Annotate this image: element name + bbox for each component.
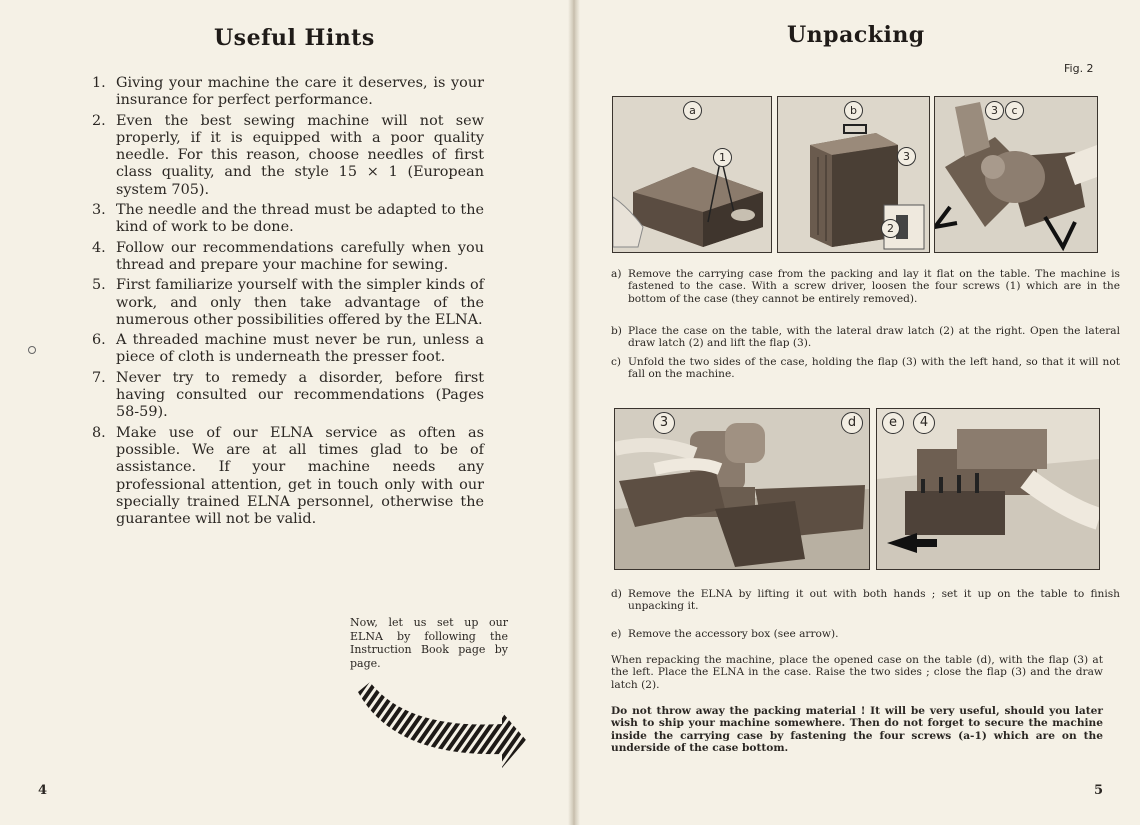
label-3: 3 xyxy=(985,101,1004,120)
figure-c-unfolding-case xyxy=(934,96,1098,253)
unpacking-title: Unpacking xyxy=(787,22,925,48)
figure-label: Fig. 2 xyxy=(1064,62,1094,75)
lifting-machine-illustration xyxy=(615,409,869,569)
hint-item: 7. Never try to remedy a disorder, before first having consulted our recommendations (Pages 58-59). xyxy=(92,369,484,421)
useful-hints-title: Useful Hints xyxy=(214,25,375,51)
step-c-text: c) Unfold the two sides of the case, holding the flap (3) with the left hand, so that it will not fall on the machine. xyxy=(611,356,1120,381)
figure-a-carrying-case xyxy=(612,96,772,253)
punch-hole-mark xyxy=(28,346,36,354)
label-3: 3 xyxy=(897,147,916,166)
hint-item: 8. Make use of our ELNA service as often as possible. We are at all times glad to be of assistance. If your machine needs any professional attention, get in touch only with our specially trained ELNA personnel, otherwise the guarantee will not be valid. xyxy=(92,424,484,528)
page-number-right: 5 xyxy=(1094,783,1104,798)
hint-item: 1. Giving your machine the care it deserves, is your insurance for perfect performance. xyxy=(92,75,484,109)
step-b-text: b) Place the case on the table, with the lateral draw latch (2) at the right. Open the lateral draw latch (2) and lift the flap (3). xyxy=(611,325,1120,350)
label-d: d xyxy=(841,412,863,434)
hint-item: 4. Follow our recommendations carefully when you thread and prepare your machine for sewing. xyxy=(92,239,484,273)
label-4: 4 xyxy=(913,412,935,434)
figure-d-lifting-machine xyxy=(614,408,870,570)
setup-note: Now, let us set up our ELNA by following the Instruction Book page by page. xyxy=(350,616,508,670)
page-number-left: 4 xyxy=(38,783,48,798)
case-unfolding-illustration xyxy=(935,97,1097,252)
book-gutter xyxy=(568,0,580,825)
hint-item: 5. First familiarize yourself with the simpler kinds of work, and only then take advantage of the numerous other possibilities offered by the ELNA. xyxy=(92,277,484,328)
case-flat-illustration xyxy=(613,97,771,252)
hint-item: 6. A threaded machine must never be run, unless a piece of cloth is underneath the presser foot. xyxy=(92,332,484,366)
packing-warning-text: Do not throw away the packing material ! It will be very useful, should you later wish to ship your machine somewhere. Then do not forget to secure the machine inside the carrying case by fastening the four screws (a-1) which are on the underside of the case bottom. xyxy=(611,705,1103,755)
accessory-box-illustration xyxy=(877,409,1099,569)
repacking-text: When repacking the machine, place the opened case on the table (d), with the flap (3) at the left. Place the ELNA in the case. Raise the two sides ; close the flap (3) and the draw latch (2). xyxy=(611,654,1103,691)
figure-b-upright-case xyxy=(777,96,930,253)
label-e: e xyxy=(882,412,904,434)
step-e-text: e) Remove the accessory box (see arrow). xyxy=(611,628,839,640)
label-a: a xyxy=(683,101,702,120)
step-a-text: a) Remove the carrying case from the packing and lay it flat on the table. The machine is fastened to the case. With a screw driver, loosen the four screws (1) which are in the bottom of the case (they cannot be entirely removed). xyxy=(611,268,1120,305)
case-upright-illustration xyxy=(778,97,929,252)
hint-item: 3. The needle and the thread must be adapted to the kind of work to be done. xyxy=(92,202,484,236)
label-2: 2 xyxy=(881,219,900,238)
hints-list xyxy=(92,75,484,531)
step-d-text: d) Remove the ELNA by lifting it out with both hands ; set it up on the table to finish unpacking it. xyxy=(611,588,1120,613)
label-1: 1 xyxy=(713,148,732,167)
hint-item: 2. Even the best sewing machine will not sew properly, if it is equipped with a poor quality needle. For this reason, choose needles of first class quality, and the style 15 × 1 (European system 705). xyxy=(92,112,484,198)
label-b: b xyxy=(844,101,863,120)
label-3: 3 xyxy=(653,412,675,434)
label-c: c xyxy=(1005,101,1024,120)
hatched-arrow-icon xyxy=(352,676,532,776)
figure-e-accessory-box xyxy=(876,408,1100,570)
